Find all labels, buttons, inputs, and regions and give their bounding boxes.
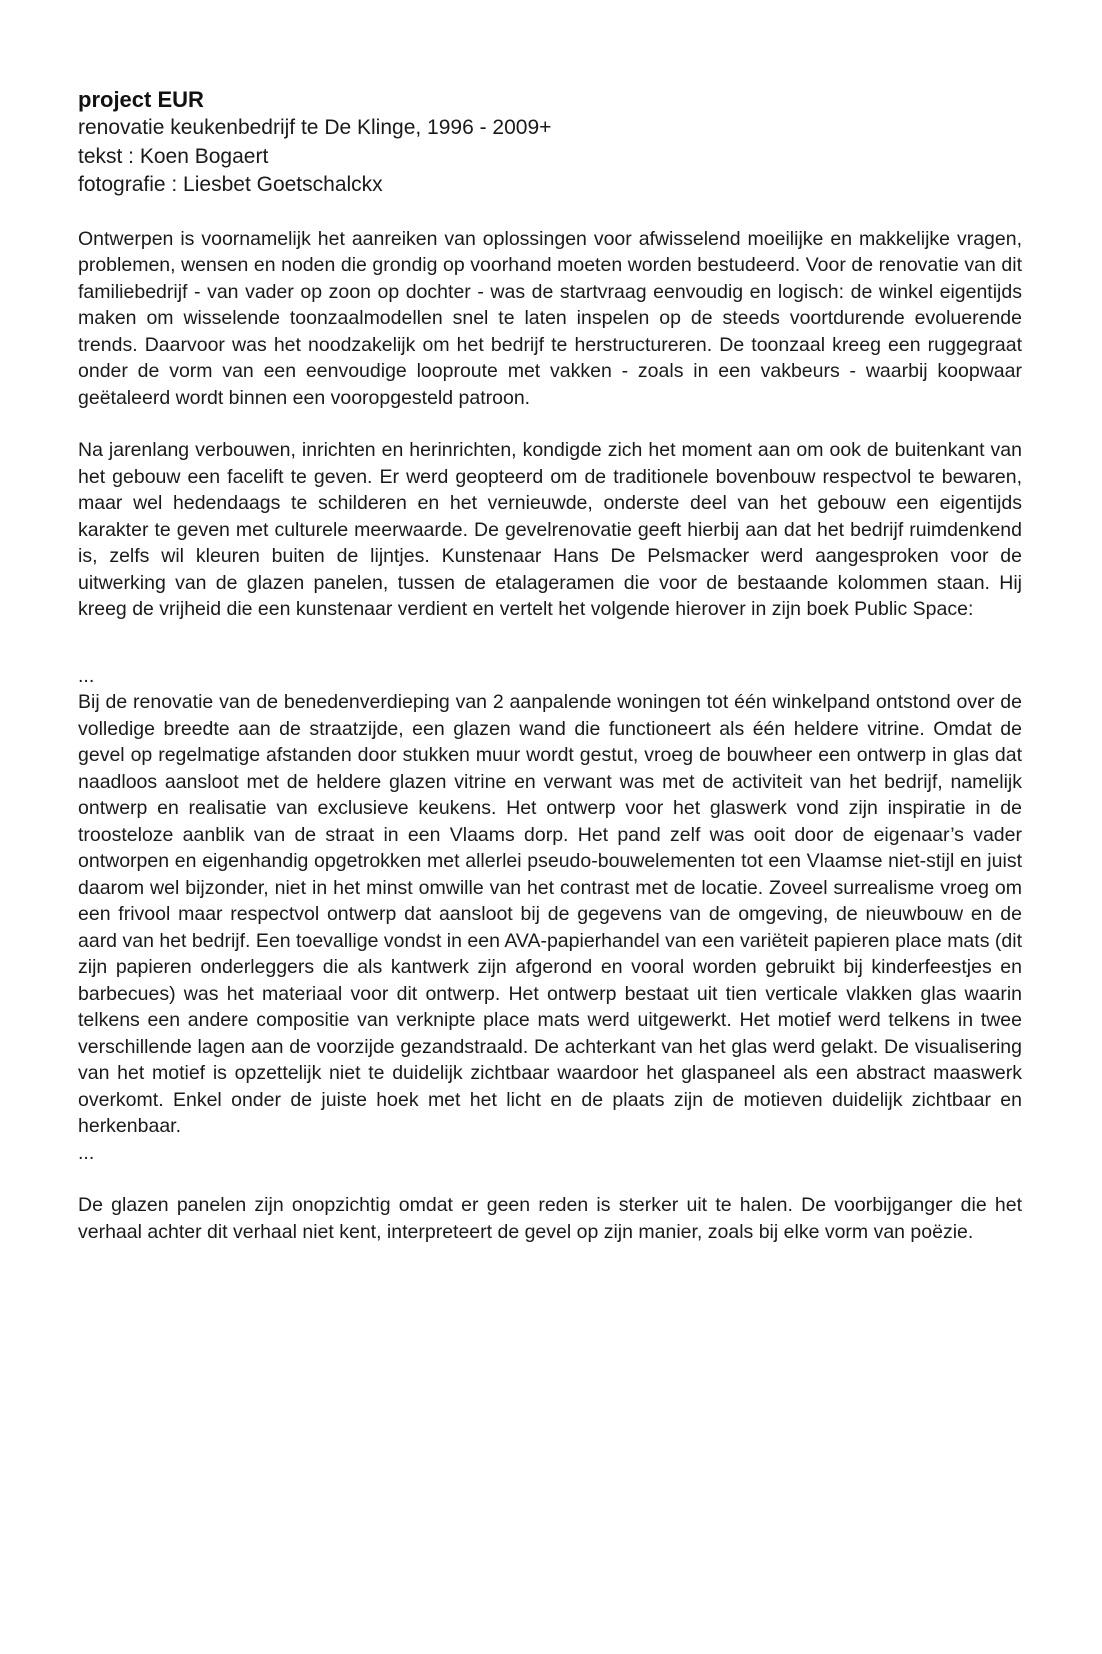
intro-paragraph: Ontwerpen is voornamelijk het aanreiken van oplossingen voor afwisselend moeilijke en makkelijke vragen, problemen, wensen en noden die grondig op voorhand moeten worden bestudeerd. Voor de renovatie van dit familiebedrijf - van vader op zoon op dochter - was de startvraag eenvoudig en logisch: de winkel eigentijds maken om wisselende toonzaalmodellen snel te laten inspelen op de steeds voortdurende evoluerende trends. Daarvoor was het noodzakelijk om het bedrijf te herstructureren. De toonzaal kreeg een ruggegraat onder de vorm van een eenvoudige looproute met vakken - zoals in een vakbeurs - waarbij koopwaar geëtaleerd wordt binnen een vooropgesteld patroon. xyxy=(78,227,1022,409)
closing-paragraph: De glazen panelen zijn onopzichtig omdat er geen reden is sterker uit te halen. De voorbijganger die het verhaal achter dit verhaal niet kent, interpreteert de gevel op zijn manier, zoals bij elke vorm van poëzie. xyxy=(78,1194,1022,1243)
project-subtitle: renovatie keukenbedrijf te De Klinge, 1996 - 2009+ xyxy=(78,116,552,139)
spacer xyxy=(78,411,1022,437)
project-title: project EUR xyxy=(78,87,204,112)
spacer xyxy=(78,623,1022,663)
spacer xyxy=(78,1166,1022,1192)
quote-close-ellipsis: ... xyxy=(78,1141,95,1164)
quote-paragraph: Bij de renovatie van de benedenverdieping van 2 aanpalende woningen tot één winkelpand ontstond over de volledige breedte aan de straatzijde, een glazen wand die functioneert als één heldere vitrine. Omdat de gevel op regelmatige afstanden door stukken muur wordt gestut, vroeg de bouwheer een ontwerp in glas dat naadloos aansloot met de heldere glazen vitrine en verwant was met de activiteit van het bedrijf, namelijk ontwerp en realisatie van exclusieve keukens. Het ontwerp voor het glaswerk vond zijn inspiratie in de troosteloze aanblik van de straat in een Vlaams dorp. Het pand zelf was ooit door de eigenaar’s vader ontworpen en eigenhandig opgetrokken met allerlei pseudo-bouwelementen tot een Vlaamse niet-stijl en juist daarom wel bijzonder, niet in het minst omwille van het contrast met de locatie. Zoveel surrealisme vroeg om een frivool maar respectvol ontwerp dat aansloot bij de gegevens van de omgeving, de nieuwbouw en de aard van het bedrijf. Een toevallige vondst in een AVA-papierhandel van een variëteit papieren place mats (dit zijn papieren onderleggers die als kantwerk zijn afgerond en vooral worden gebruikt bij kinderfeestjes en barbecues) was het materiaal voor dit ontwerp. Het ontwerp bestaat uit tien verticale vlakken glas waarin telkens een andere compositie van verknipte place mats werd uitgewerkt. Het motief werd telkens in twee verschillende lagen aan de voorzijde gezandstraald. De achterkant van het glas werd gelakt. De visualisering van het motief is opzettelijk niet te duidelijk zichtbaar waardoor het glaspaneel als een abstract maaswerk overkomt. Enkel onder de juiste hoek met het licht en de plaats zijn de motieven duidelijk zichtbaar en herkenbaar. xyxy=(78,691,1022,1137)
quote-open-ellipsis: ... xyxy=(78,664,95,687)
document-page xyxy=(78,86,1022,1245)
facade-paragraph: Na jarenlang verbouwen, inrichten en herinrichten, kondigde zich het moment aan om ook de buitenkant van het gebouw een facelift te geven. Er werd geopteerd om de traditionele bovenbouw respectvol te bewaren, maar wel hedendaags te schilderen en het vernieuwde, onderste deel van het gebouw een eigentijds karakter te geven met culturele meerwaarde. De gevelrenovatie geeft hierbij aan dat het bedrijf ruimdenkend is, zelfs wil kleuren buiten de lijntjes. Kunstenaar Hans De Pelsmacker werd aangesproken voor de uitwerking van de glazen panelen, tussen de etalageramen die voor de bestaande kolommen staan. Hij kreeg de vrijheid die een kunstenaar verdient en vertelt het volgende hierover in zijn boek Public Space: xyxy=(78,439,1022,620)
photo-credit: fotografie : Liesbet Goetschalckx xyxy=(78,173,383,196)
spacer xyxy=(78,200,1022,226)
text-credit: tekst : Koen Bogaert xyxy=(78,144,269,168)
